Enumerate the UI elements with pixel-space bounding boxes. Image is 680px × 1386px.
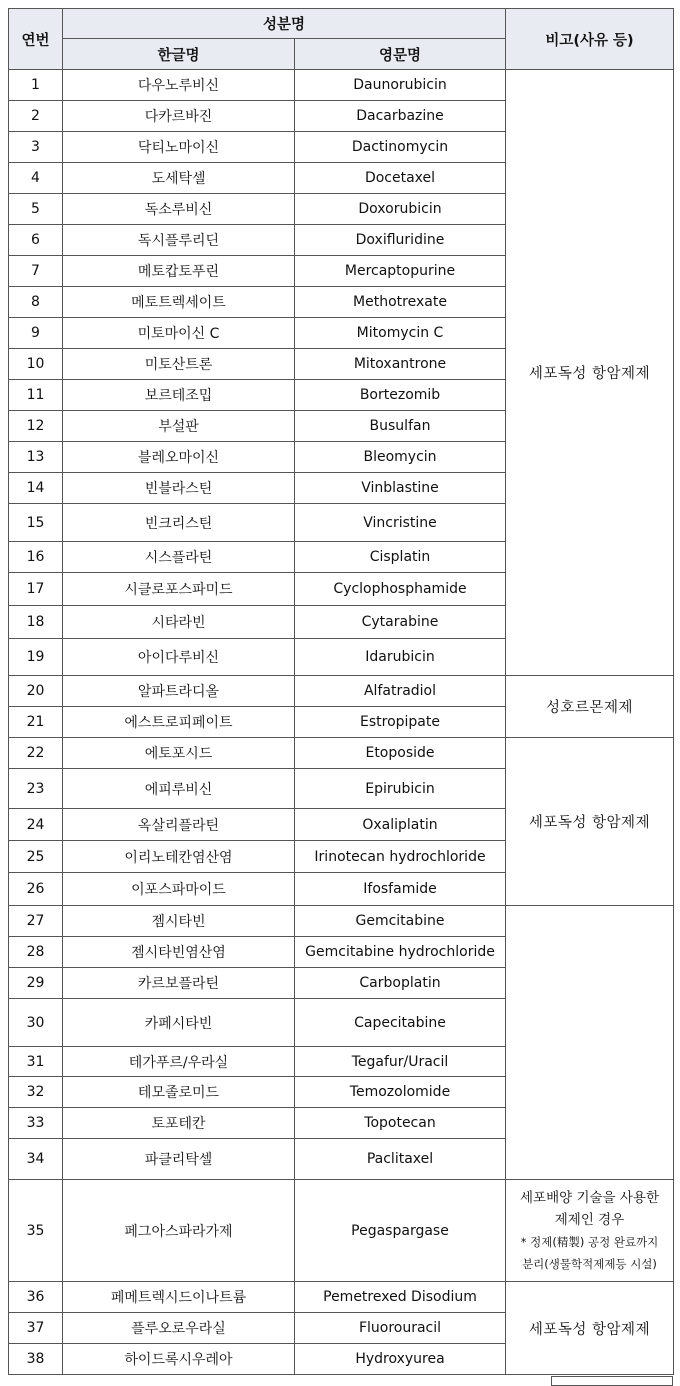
header-no: 연번 — [9, 9, 63, 70]
english-name: Pemetrexed Disodium — [295, 1282, 506, 1313]
english-name: Temozolomide — [295, 1077, 506, 1108]
korean-name: 독소루비신 — [63, 194, 295, 225]
row-number: 6 — [9, 225, 63, 256]
header-ingredient: 성분명 — [63, 9, 506, 39]
korean-name: 메토캅토푸린 — [63, 256, 295, 287]
korean-name: 테가푸르/우라실 — [63, 1047, 295, 1077]
drug-table — [8, 8, 674, 1375]
korean-name: 알파트라디올 — [63, 676, 295, 707]
row-number: 25 — [9, 841, 63, 873]
english-name: Daunorubicin — [295, 70, 506, 101]
page-footer-box — [551, 1376, 673, 1386]
header-english: 영문명 — [295, 39, 506, 70]
english-name: Doxifluridine — [295, 225, 506, 256]
row-number: 26 — [9, 873, 63, 906]
english-name: Methotrexate — [295, 287, 506, 318]
korean-name: 페그아스파라가제 — [63, 1180, 295, 1282]
note-cell: 세포독성 항암제제 — [506, 738, 674, 906]
row-number: 15 — [9, 504, 63, 542]
korean-name: 닥티노마이신 — [63, 132, 295, 163]
note-cell: 세포독성 항암제제 — [506, 70, 674, 676]
row-number: 14 — [9, 473, 63, 504]
english-name: Docetaxel — [295, 163, 506, 194]
korean-name: 이포스파마이드 — [63, 873, 295, 906]
korean-name: 옥살리플라틴 — [63, 809, 295, 841]
english-name: Fluorouracil — [295, 1313, 506, 1344]
row-number: 29 — [9, 968, 63, 999]
english-name: Oxaliplatin — [295, 809, 506, 841]
korean-name: 젬시타빈 — [63, 906, 295, 937]
note-line: 분리(생물학적제제등 시설) — [522, 1256, 657, 1271]
row-number: 30 — [9, 999, 63, 1047]
row-number: 18 — [9, 606, 63, 639]
korean-name: 파클리탁셀 — [63, 1139, 295, 1180]
korean-name: 하이드록시우레아 — [63, 1344, 295, 1375]
korean-name: 젬시타빈염산염 — [63, 937, 295, 968]
korean-name: 에토포시드 — [63, 738, 295, 769]
korean-name: 시클로포스파미드 — [63, 573, 295, 606]
table-header — [9, 9, 674, 70]
english-name: Doxorubicin — [295, 194, 506, 225]
english-name: Cisplatin — [295, 542, 506, 573]
row-number: 13 — [9, 442, 63, 473]
table-row — [9, 676, 674, 707]
row-number: 7 — [9, 256, 63, 287]
row-number: 36 — [9, 1282, 63, 1313]
english-name: Bortezomib — [295, 380, 506, 411]
english-name: Ifosfamide — [295, 873, 506, 906]
english-name: Gemcitabine hydrochloride — [295, 937, 506, 968]
english-name: Topotecan — [295, 1108, 506, 1139]
row-number: 20 — [9, 676, 63, 707]
korean-name: 아이다루비신 — [63, 639, 295, 676]
row-number: 17 — [9, 573, 63, 606]
row-number: 21 — [9, 707, 63, 738]
english-name: Alfatradiol — [295, 676, 506, 707]
english-name: Vinblastine — [295, 473, 506, 504]
english-name: Irinotecan hydrochloride — [295, 841, 506, 873]
english-name: Epirubicin — [295, 769, 506, 809]
english-name: Gemcitabine — [295, 906, 506, 937]
note-cell-cell-culture — [506, 1180, 674, 1282]
row-number: 2 — [9, 101, 63, 132]
row-number: 31 — [9, 1047, 63, 1077]
row-number: 38 — [9, 1344, 63, 1375]
english-name: Bleomycin — [295, 442, 506, 473]
note-line: 세포배양 기술을 사용한 — [520, 1189, 659, 1206]
korean-name: 다카르바진 — [63, 101, 295, 132]
korean-name: 보르테조밉 — [63, 380, 295, 411]
korean-name: 시스플라틴 — [63, 542, 295, 573]
row-number: 34 — [9, 1139, 63, 1180]
korean-name: 테모졸로미드 — [63, 1077, 295, 1108]
english-name: Pegaspargase — [295, 1180, 506, 1282]
row-number: 3 — [9, 132, 63, 163]
header-korean: 한글명 — [63, 39, 295, 70]
korean-name: 독시플루리딘 — [63, 225, 295, 256]
korean-name: 빈크리스틴 — [63, 504, 295, 542]
korean-name: 미토마이신 C — [63, 318, 295, 349]
row-number: 35 — [9, 1180, 63, 1282]
row-number: 32 — [9, 1077, 63, 1108]
english-name: Etoposide — [295, 738, 506, 769]
row-number: 27 — [9, 906, 63, 937]
row-number: 24 — [9, 809, 63, 841]
korean-name: 시타라빈 — [63, 606, 295, 639]
english-name: Estropipate — [295, 707, 506, 738]
english-name: Mercaptopurine — [295, 256, 506, 287]
row-number: 16 — [9, 542, 63, 573]
korean-name: 이리노테칸염산염 — [63, 841, 295, 873]
note-cell: 세포독성 항암제제 — [506, 1282, 674, 1375]
english-name: Idarubicin — [295, 639, 506, 676]
table-row — [9, 70, 674, 101]
korean-name: 메토트렉세이트 — [63, 287, 295, 318]
row-number: 22 — [9, 738, 63, 769]
row-number: 1 — [9, 70, 63, 101]
english-name: Capecitabine — [295, 999, 506, 1047]
table-row — [9, 1282, 674, 1313]
row-number: 19 — [9, 639, 63, 676]
english-name: Hydroxyurea — [295, 1344, 506, 1375]
korean-name: 카페시타빈 — [63, 999, 295, 1047]
row-number: 37 — [9, 1313, 63, 1344]
row-number: 11 — [9, 380, 63, 411]
row-number: 12 — [9, 411, 63, 442]
table-row — [9, 906, 674, 937]
korean-name: 페메트렉시드이나트륨 — [63, 1282, 295, 1313]
row-number: 10 — [9, 349, 63, 380]
korean-name: 토포테칸 — [63, 1108, 295, 1139]
english-name: Dactinomycin — [295, 132, 506, 163]
korean-name: 플루오로우라실 — [63, 1313, 295, 1344]
row-number: 33 — [9, 1108, 63, 1139]
note-cell: 성호르몬제제 — [506, 676, 674, 738]
korean-name: 도세탁셀 — [63, 163, 295, 194]
korean-name: 블레오마이신 — [63, 442, 295, 473]
english-name: Mitomycin C — [295, 318, 506, 349]
table-row — [9, 1180, 674, 1282]
english-name: Mitoxantrone — [295, 349, 506, 380]
korean-name: 다우노루비신 — [63, 70, 295, 101]
header-note: 비고(사유 등) — [506, 9, 674, 70]
table-row — [9, 738, 674, 769]
note-cell-empty — [506, 906, 674, 1180]
korean-name: 카르보플라틴 — [63, 968, 295, 999]
row-number: 8 — [9, 287, 63, 318]
korean-name: 에스트로피페이트 — [63, 707, 295, 738]
english-name: Dacarbazine — [295, 101, 506, 132]
note-line: 제제인 경우 — [554, 1211, 625, 1228]
english-name: Paclitaxel — [295, 1139, 506, 1180]
table-body — [9, 70, 674, 1375]
english-name: Cyclophosphamide — [295, 573, 506, 606]
english-name: Carboplatin — [295, 968, 506, 999]
row-number: 5 — [9, 194, 63, 225]
english-name: Vincristine — [295, 504, 506, 542]
row-number: 4 — [9, 163, 63, 194]
row-number: 23 — [9, 769, 63, 809]
english-name: Cytarabine — [295, 606, 506, 639]
note-line: * 정제(精製) 공정 완료까지 — [520, 1234, 659, 1249]
row-number: 9 — [9, 318, 63, 349]
english-name: Busulfan — [295, 411, 506, 442]
korean-name: 부설판 — [63, 411, 295, 442]
korean-name: 빈블라스틴 — [63, 473, 295, 504]
korean-name: 에피루비신 — [63, 769, 295, 809]
english-name: Tegafur/Uracil — [295, 1047, 506, 1077]
row-number: 28 — [9, 937, 63, 968]
korean-name: 미토산트론 — [63, 349, 295, 380]
